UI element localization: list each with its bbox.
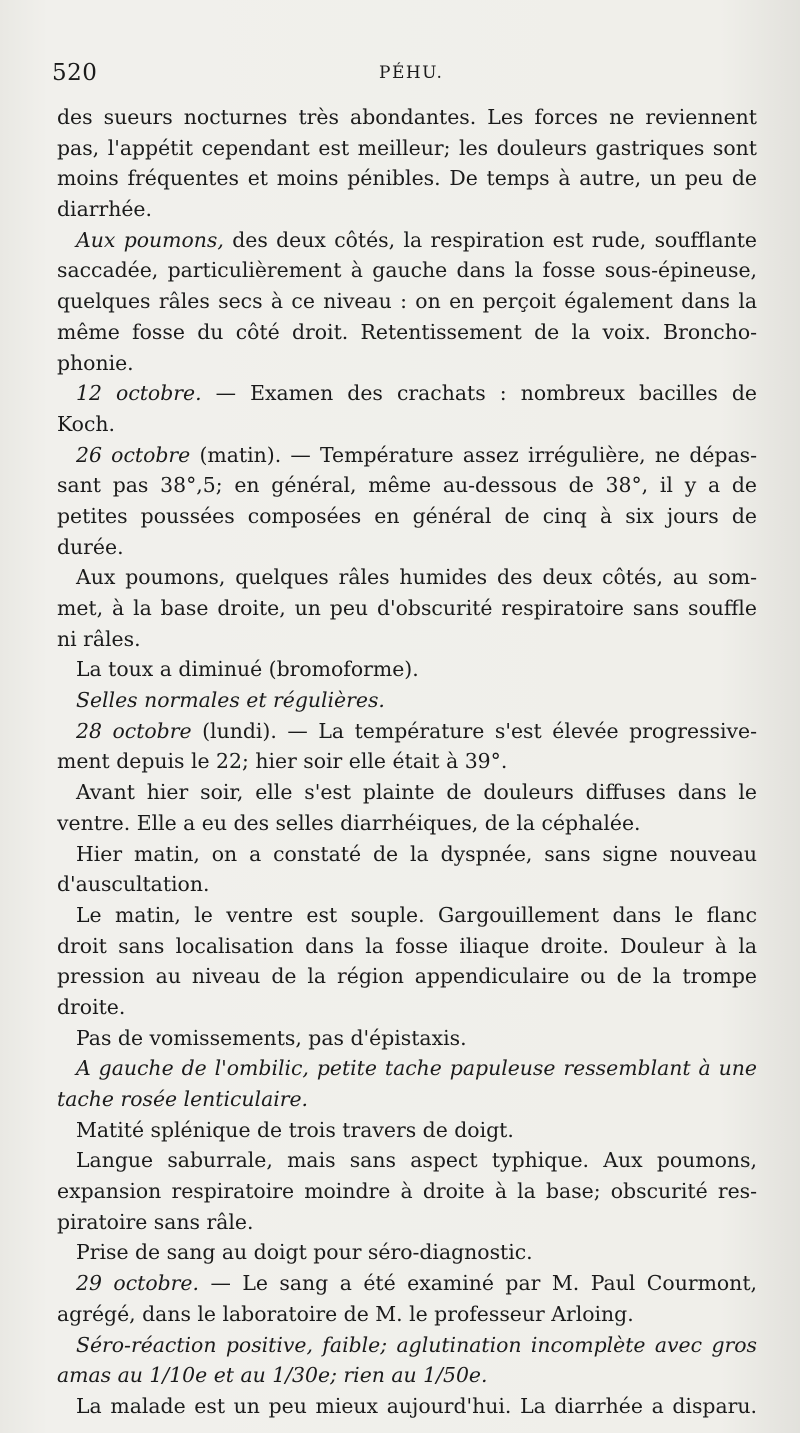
text-line: ventre. Elle a eu des selles diarrhéiques, de la céphalée.	[57, 810, 641, 835]
text-line: Aux poumons, quelques râles humides des deux côtés, au som-	[76, 565, 757, 590]
entry-date: 26 octobre	[76, 442, 191, 467]
text-line	[57, 225, 757, 256]
text-line: droite.	[57, 994, 126, 1019]
text-line: piratoire sans râle.	[57, 1209, 254, 1234]
text-line: Pas de vomissements, pas d'épistaxis.	[76, 1025, 467, 1050]
text-line: Selles normales et régulières.	[76, 688, 385, 713]
text-line: moins fréquentes et moins pénibles. De temps à autre, un peu de	[57, 166, 757, 191]
text-line	[57, 378, 757, 409]
entry-date: 29 octobre.	[76, 1271, 199, 1296]
text-line: Avant hier soir, elle s'est plainte de douleurs diffuses dans le	[76, 780, 757, 805]
text-line	[57, 716, 757, 747]
text-line: durée.	[57, 534, 124, 559]
text-run: — Examen des crachats : nombreux bacilles de	[201, 381, 757, 406]
text-line: La toux a diminué (bromoforme).	[76, 657, 419, 682]
text-line: Langue saburrale, mais sans aspect typhique. Aux poumons,	[76, 1148, 757, 1173]
text-line: Prise de sang au doigt pour séro-diagnostic.	[76, 1240, 533, 1265]
italic-lead: Aux poumons,	[76, 227, 224, 252]
text-run: (lundi). — La température s'est élevée progressive-	[191, 718, 757, 743]
text-line: Koch.	[57, 411, 115, 436]
text-line: La malade est un peu mieux aujourd'hui. La diarrhée a disparu.	[76, 1393, 757, 1418]
text-line: Le matin, le ventre est souple. Gargouillement dans le flanc	[76, 902, 757, 927]
text-line	[57, 440, 757, 471]
page-number: 520	[52, 60, 98, 86]
text-line: des sueurs nocturnes très abondantes. Les forces ne reviennent	[57, 105, 757, 129]
text-line: met, à la base droite, un peu d'obscurité respiratoire sans souffle	[57, 596, 757, 620]
text-line: expansion respiratoire moindre à droite à la base; obscurité res-	[57, 1179, 757, 1204]
text-line: droit sans localisation dans la fosse iliaque droite. Douleur à la	[57, 933, 757, 958]
page-header	[52, 60, 752, 96]
text-run: — Le sang a été examiné par M. Paul Courmont,	[198, 1271, 757, 1296]
text-line: sant pas 38°,5; en général, même au-dessous de 38°, il y a de	[57, 473, 757, 498]
text-line: d'auscultation.	[57, 872, 210, 897]
running-head: PÉHU.	[379, 63, 444, 83]
text-line: saccadée, particulièrement à gauche dans la fosse sous-épineuse,	[57, 258, 757, 283]
text-run: des deux côtés, la respiration est rude, soufflante	[223, 227, 757, 252]
text-line: agrégé, dans le laboratoire de M. le professeur Arloing.	[57, 1301, 634, 1326]
entry-date: 28 octobre	[76, 718, 192, 743]
text-line: Séro-réaction positive, faible; aglutination incomplète avec gros	[76, 1332, 757, 1357]
page-body	[57, 102, 757, 1422]
text-line: même fosse du côté droit. Retentissement de la voix. Broncho-	[57, 319, 757, 344]
text-line: ment depuis le 22; hier soir elle était à 39°.	[57, 749, 508, 774]
text-line	[57, 1268, 757, 1299]
text-line: quelques râles secs à ce niveau : on en perçoit également dans la	[57, 289, 757, 314]
text-line: tache rosée lenticulaire.	[57, 1087, 309, 1111]
text-line: petites poussées composées en général de cinq à six jours de	[57, 503, 757, 528]
text-line: Hier matin, on a constaté de la dyspnée, sans signe nouveau	[76, 841, 757, 866]
text-line: amas au 1/10e et au 1/30e; rien au 1/50e.	[57, 1363, 488, 1388]
text-line: Matité splénique de trois travers de doigt.	[76, 1117, 514, 1142]
text-line: phonie.	[57, 350, 134, 375]
text-run: (matin). — Température assez irrégulière, ne dépas-	[190, 442, 757, 467]
entry-date: 12 octobre.	[76, 381, 202, 406]
text-line: A gauche de l'ombilic, petite tache papuleuse ressemblant à une	[76, 1056, 757, 1081]
text-line: diarrhée.	[57, 197, 152, 222]
text-line: pas, l'appétit cependant est meilleur; les douleurs gastriques sont	[57, 135, 757, 160]
text-line: pression au niveau de la région appendiculaire ou de la trompe	[57, 964, 757, 989]
text-line: ni râles.	[57, 626, 141, 651]
